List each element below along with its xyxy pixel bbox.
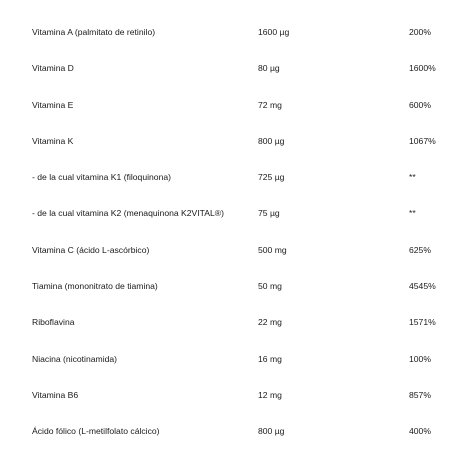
nutrient-amount: 22 mg xyxy=(258,317,282,328)
table-row xyxy=(0,14,460,50)
nutrient-table xyxy=(0,14,460,450)
nutrient-percent: 857% xyxy=(409,389,431,400)
nutrient-amount: 80 µg xyxy=(258,63,280,74)
table-row xyxy=(0,268,460,304)
nutrient-percent: 400% xyxy=(409,426,431,437)
nutrient-name: Vitamina B6 xyxy=(32,389,79,400)
nutrient-name: Ácido fólico (L-metilfolato cálcico) xyxy=(32,426,160,437)
table-row xyxy=(0,341,460,377)
nutrient-name: Niacina (nicotinamida) xyxy=(32,353,118,364)
nutrient-name: Vitamina C (ácido L-ascórbico) xyxy=(32,244,150,255)
nutrient-name: Tiamina (mononitrato de tiamina) xyxy=(32,281,158,292)
nutrient-percent: 625% xyxy=(409,244,431,255)
nutrient-amount: 12 mg xyxy=(258,389,282,400)
nutrient-name: Vitamina E xyxy=(32,99,74,110)
table-row xyxy=(0,195,460,231)
table-row xyxy=(0,304,460,340)
nutrient-name: - de la cual vitamina K2 (menaquinona K2VITAL®) xyxy=(32,208,224,219)
nutrient-amount: 1600 µg xyxy=(258,27,290,37)
nutrient-amount: 800 µg xyxy=(258,135,285,146)
nutrient-name: Vitamina K xyxy=(32,135,74,146)
table-row xyxy=(0,159,460,195)
nutrient-percent: 100% xyxy=(409,353,431,364)
nutrient-name: Riboflavina xyxy=(32,317,75,328)
nutrient-percent: 600% xyxy=(409,99,431,110)
nutrient-percent: ** xyxy=(409,208,416,219)
nutrient-name: - de la cual vitamina K1 (filoquinona) xyxy=(32,172,172,183)
table-row xyxy=(0,87,460,123)
nutrient-percent: 1571% xyxy=(409,317,436,328)
nutrient-name: Vitamina A (palmitato de retinilo) xyxy=(32,27,156,37)
nutrient-amount: 72 mg xyxy=(258,99,282,110)
nutrient-percent: 4545% xyxy=(409,281,436,292)
nutrient-amount: 800 µg xyxy=(258,426,285,437)
nutrient-amount: 725 µg xyxy=(258,172,285,183)
nutrient-name: Vitamina D xyxy=(32,63,74,74)
table-row xyxy=(0,123,460,159)
nutrient-percent: 1600% xyxy=(409,63,436,74)
table-row xyxy=(0,413,460,449)
table-row xyxy=(0,377,460,413)
table-row xyxy=(0,232,460,268)
nutrient-amount: 500 mg xyxy=(258,244,287,255)
nutrient-amount: 75 µg xyxy=(258,208,280,219)
nutrient-percent: 200% xyxy=(409,27,431,37)
nutrient-amount: 50 mg xyxy=(258,281,282,292)
nutrient-percent: ** xyxy=(409,172,416,183)
table-row xyxy=(0,50,460,86)
nutrient-amount: 16 mg xyxy=(258,353,282,364)
nutrient-percent: 1067% xyxy=(409,135,436,146)
